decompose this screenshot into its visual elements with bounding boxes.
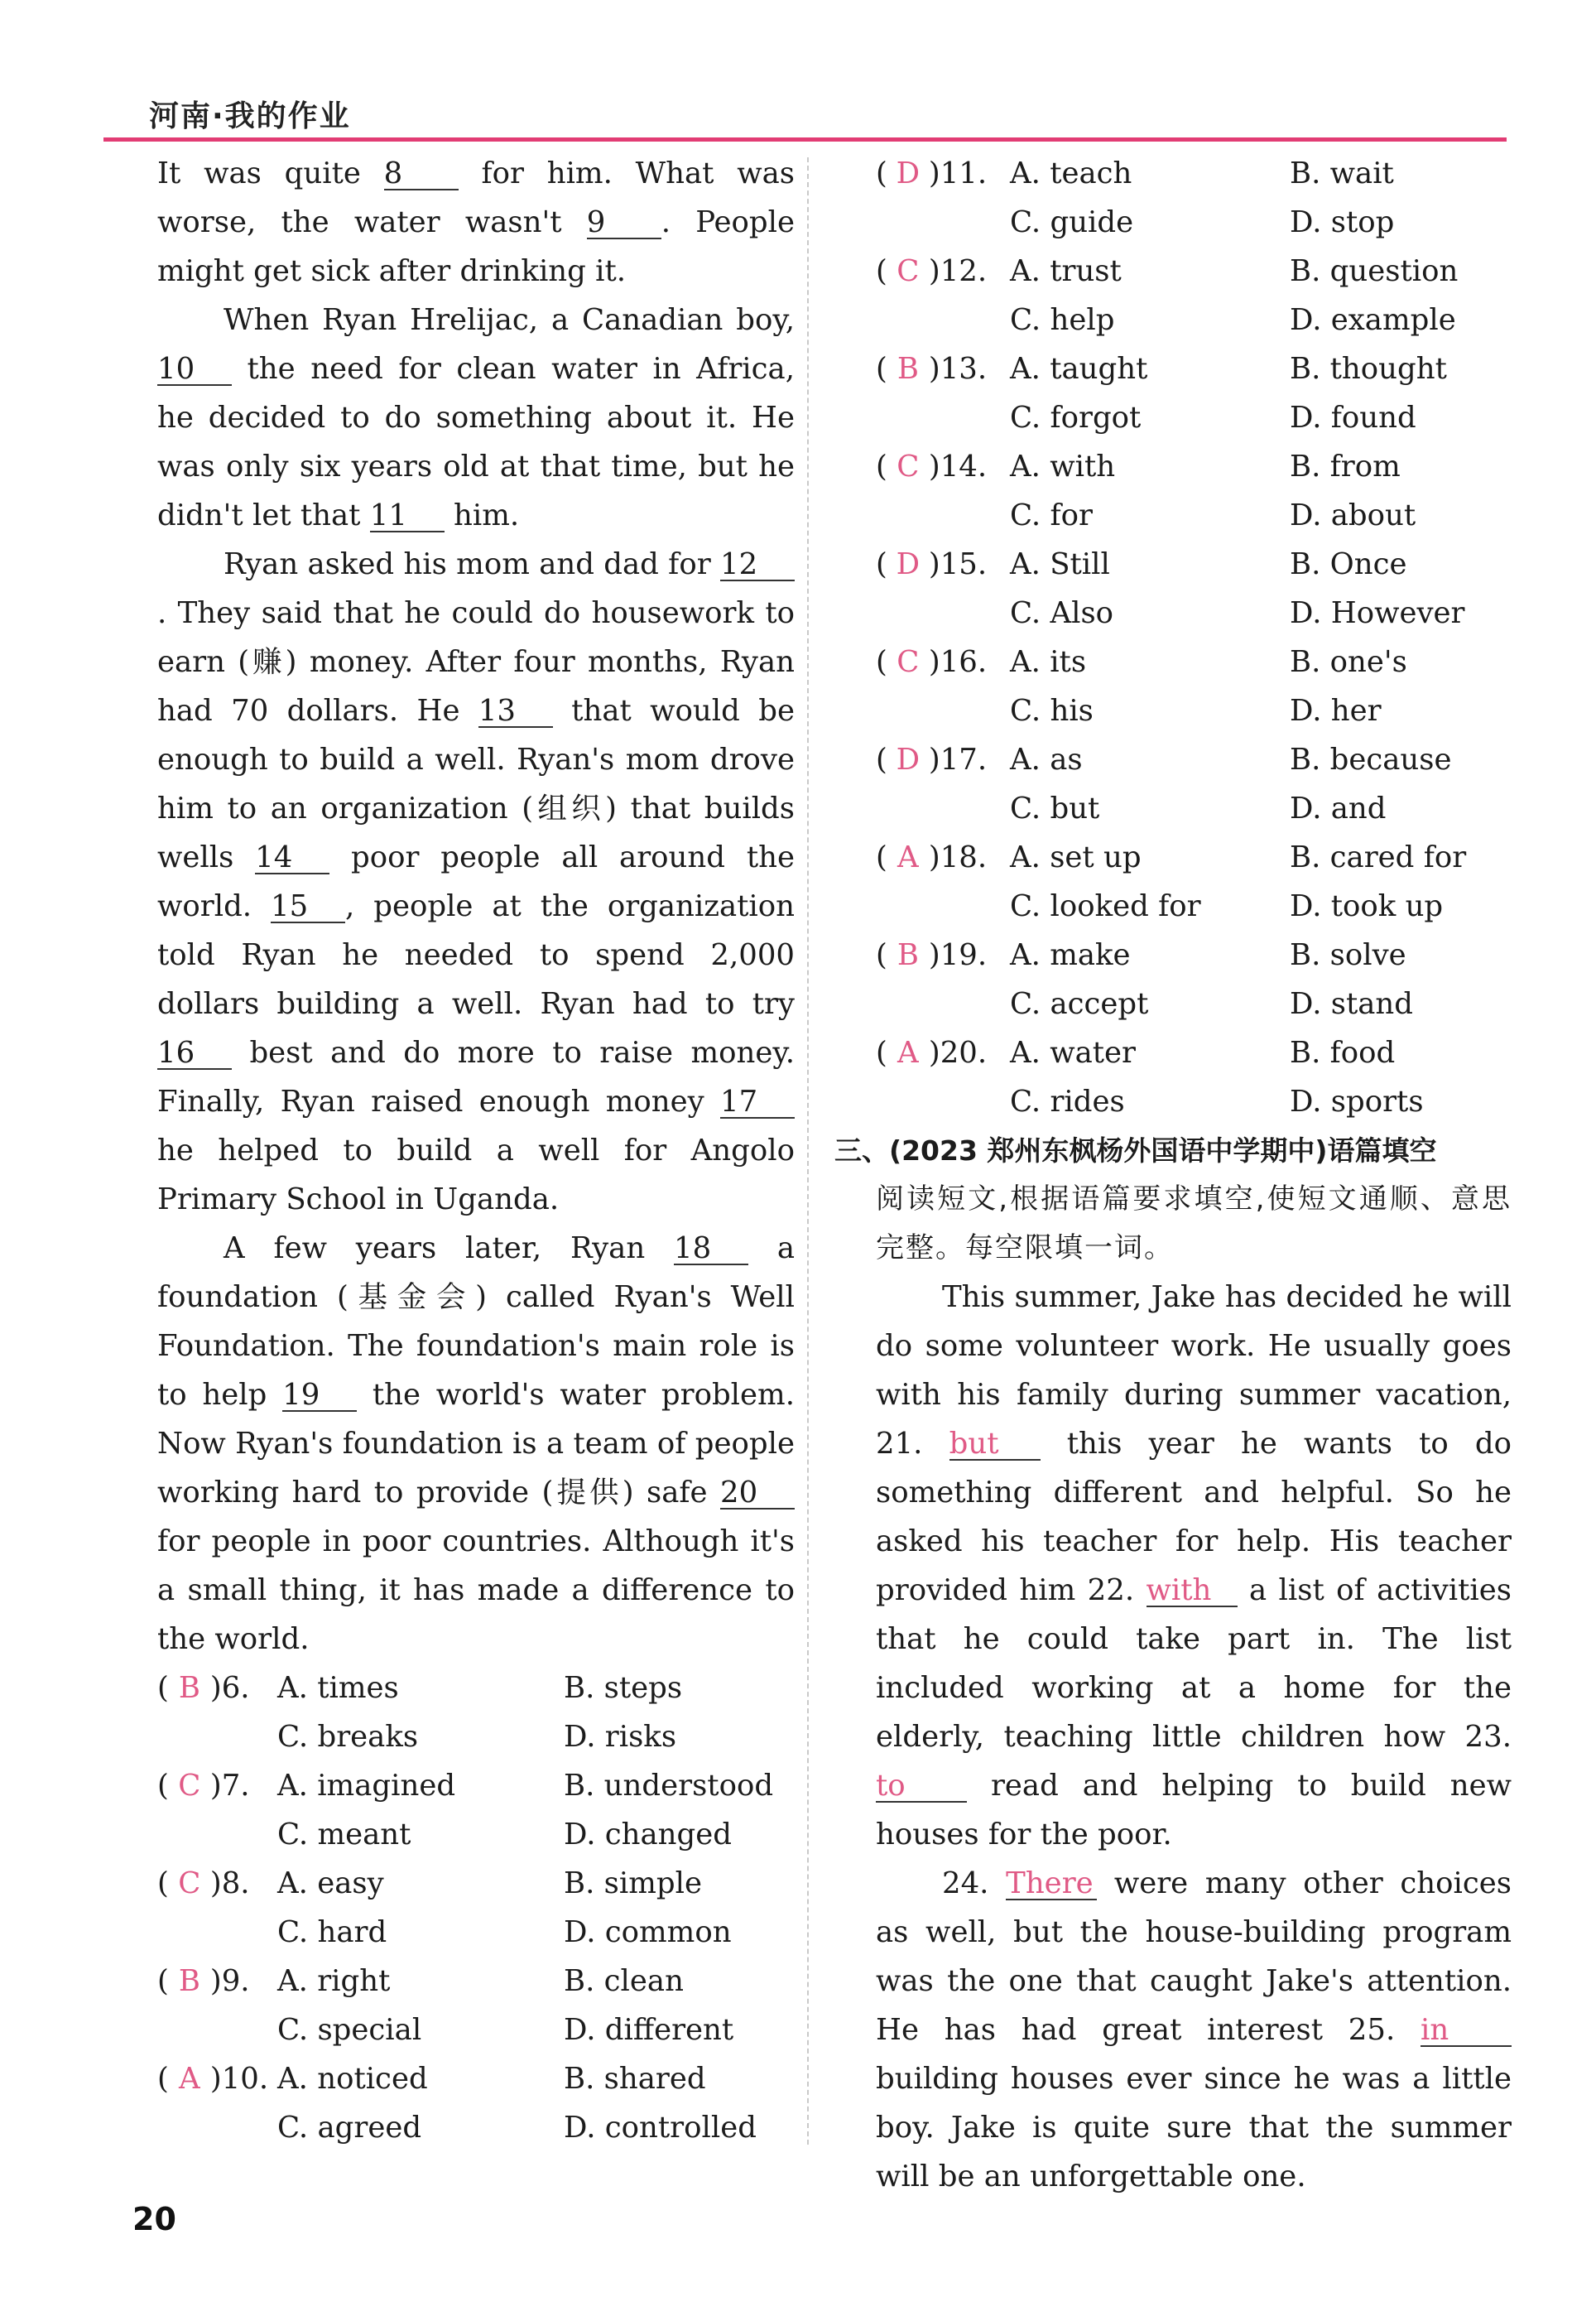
blank-16: 16 — [157, 1038, 232, 1070]
option-c: C. agreed — [277, 2111, 422, 2145]
text: read and helping to build new houses for the poor. — [876, 1769, 1512, 1852]
answer-bracket: ( C )14. — [876, 442, 1010, 491]
mc-question — [876, 735, 1512, 784]
left-column — [157, 149, 795, 2152]
mc-question-row-2 — [876, 589, 1512, 638]
answer-bracket: ( A )18. — [876, 833, 1010, 882]
text: the need for clean water in Africa, he decided to do something about it. He was only six years old at that time, but he didn't let that — [157, 352, 795, 532]
column-divider — [807, 157, 809, 2145]
passage-paragraph-2 — [157, 296, 795, 540]
answer-bracket: ( C )7. — [157, 1761, 277, 1810]
option-b: B. simple — [564, 1866, 702, 1900]
mc-question-row-2 — [157, 2103, 795, 2152]
option-b: B. solve — [1290, 938, 1406, 972]
option-d: D. different — [564, 2013, 734, 2047]
answer-letter: C — [897, 450, 920, 484]
mc-question-row-2 — [876, 882, 1512, 931]
text: the world's water problem. Now Ryan's foundation is a team of people working hard to provide (提供) safe — [157, 1378, 795, 1510]
option-b: B. question — [1290, 254, 1459, 288]
text: for people in poor countries. Although it's a small thing, it has made a difference to the world. — [157, 1524, 795, 1656]
text: a list of activities that he could take part in. The list included working at a home for the elderly, teaching little children how 23. — [876, 1573, 1512, 1754]
passage-paragraph-3 — [157, 540, 795, 1224]
option-a: A. as — [1010, 743, 1083, 777]
answer-bracket: ( D )15. — [876, 540, 1010, 589]
blank-13: 13 — [478, 696, 553, 728]
blank-15: 15 — [271, 892, 345, 923]
option-c: C. hard — [277, 1915, 387, 1949]
text: a foundation (基金会) called Ryan's Well Foundation. The foundation's main role is to help — [157, 1231, 796, 1412]
option-d: D. stop — [1290, 205, 1395, 239]
text: building houses ever since he was a little boy. Jake is quite sure that the summer will be an unforgettable one. — [876, 2062, 1512, 2193]
option-d: D. about — [1290, 498, 1416, 532]
mc-question — [876, 931, 1512, 980]
text: When Ryan Hrelijac, a Canadian boy, — [224, 303, 795, 337]
text: him. — [454, 498, 520, 532]
mc-question — [876, 1028, 1512, 1077]
answer-letter: C — [178, 1769, 201, 1803]
mc-question — [876, 149, 1512, 198]
mc-question — [876, 833, 1512, 882]
answer-letter: B — [897, 938, 919, 972]
option-b: B. shared — [564, 2062, 706, 2096]
answer-letter: A — [897, 1036, 919, 1070]
option-c: C. help — [1010, 303, 1115, 337]
option-d: D. controlled — [564, 2111, 757, 2145]
answer-letter: C — [897, 254, 920, 288]
answer-letter: C — [897, 645, 920, 679]
blank-11: 11 — [370, 501, 445, 532]
option-a: A. set up — [1010, 840, 1142, 874]
option-b: B. understood — [564, 1769, 774, 1803]
answer-bracket: ( B )19. — [876, 931, 1010, 980]
answer-letter: A — [897, 840, 919, 874]
option-c: C. forgot — [1010, 401, 1142, 435]
mc-question-row-2 — [157, 1712, 795, 1761]
option-d: D. stand — [1290, 987, 1414, 1021]
passage-paragraph-4 — [157, 1224, 795, 1664]
answer-letter: D — [896, 547, 921, 581]
mc-question-row-2 — [876, 980, 1512, 1028]
option-c: C. but — [1010, 792, 1100, 826]
answer-letter: B — [178, 1671, 200, 1705]
section-3-instruction: 阅读短文,根据语篇要求填空,使短文通顺、意思完整。每空限填一词。 — [876, 1182, 1512, 1264]
blank-17: 17 — [720, 1087, 795, 1119]
mc-question — [876, 247, 1512, 296]
option-c: C. special — [277, 2013, 422, 2047]
section-3-paragraph-1 — [876, 1273, 1512, 1859]
answer-bracket: ( D )17. — [876, 735, 1010, 784]
option-b: B. thought — [1290, 352, 1447, 386]
option-a: A. with — [1010, 450, 1116, 484]
answer-bracket: ( A )10. — [157, 2054, 277, 2103]
text: he helped to build a well for Angolo Primary School in Uganda. — [157, 1134, 795, 1216]
option-a: A. Still — [1010, 547, 1110, 581]
section-3-paragraph-2 — [876, 1859, 1512, 2201]
answer-bracket: ( B )9. — [157, 1957, 277, 2006]
option-d: D. However — [1290, 596, 1465, 630]
option-c: C. guide — [1010, 205, 1134, 239]
blank-8: 8 — [384, 159, 459, 190]
text: that would be enough to build a well. Ryan's mom drove him to an organization (组织) that builds wells — [157, 694, 795, 874]
mc-question — [876, 638, 1512, 686]
mc-question-row-2 — [876, 784, 1512, 833]
blank-23: to — [876, 1771, 967, 1803]
option-c: C. rides — [1010, 1085, 1125, 1119]
text: . They said that he could do housework to earn (赚) money. After four months, Ryan had 70 dollars. He — [157, 596, 795, 728]
option-c: C. breaks — [277, 1720, 419, 1754]
option-c: C. his — [1010, 694, 1094, 728]
blank-10: 10 — [157, 354, 232, 386]
mc-question-row-2 — [876, 686, 1512, 735]
text: , people at the organization told Ryan he needed to spend 2,000 dollars building a well. Ryan had to try — [157, 889, 795, 1021]
blank-14: 14 — [255, 843, 329, 874]
mc-question — [876, 344, 1512, 393]
mc-question-row-2 — [157, 2006, 795, 2054]
option-d: D. example — [1290, 303, 1456, 337]
text: poor people all around the world. — [157, 840, 795, 923]
option-a: A. trust — [1010, 254, 1122, 288]
answer-letter: D — [896, 156, 921, 190]
option-b: B. one's — [1290, 645, 1407, 679]
blank-24: There — [1006, 1869, 1097, 1900]
option-a: A. taught — [1010, 352, 1148, 386]
mc-question — [157, 1859, 795, 1908]
mc-question-row-2 — [876, 198, 1512, 247]
header-rule — [103, 137, 1507, 142]
blank-12: 12 — [720, 550, 795, 581]
option-d: D. her — [1290, 694, 1382, 728]
mc-question-row-2 — [876, 393, 1512, 442]
blank-21: but — [949, 1429, 1041, 1461]
answer-bracket: ( C )8. — [157, 1859, 277, 1908]
blank-22: with — [1147, 1576, 1238, 1607]
option-b: B. from — [1290, 450, 1401, 484]
option-d: D. changed — [564, 1818, 732, 1852]
text: It was quite — [157, 156, 361, 190]
mc-question-row-2 — [876, 296, 1512, 344]
answer-bracket: ( C )12. — [876, 247, 1010, 296]
option-b: B. Once — [1290, 547, 1407, 581]
answer-letter: D — [896, 743, 921, 777]
mc-questions-left — [157, 1664, 795, 2152]
option-a: A. imagined — [277, 1769, 456, 1803]
option-b: B. steps — [564, 1671, 683, 1705]
section-3-title: 三、(2023 郑州东枫杨外国语中学期中)语篇填空 — [834, 1134, 1437, 1167]
blank-18: 18 — [674, 1234, 748, 1265]
option-a: A. water — [1010, 1036, 1137, 1070]
option-d: D. and — [1290, 792, 1387, 826]
answer-letter: A — [179, 2062, 200, 2096]
mc-question — [876, 442, 1512, 491]
answer-bracket: ( B )13. — [876, 344, 1010, 393]
text: this year he wants to do something different and helpful. So he asked his teacher for help. His teacher provided him 22. — [876, 1427, 1512, 1607]
option-d: D. sports — [1290, 1085, 1424, 1119]
page-header-title: 河南·我的作业 — [149, 99, 351, 133]
option-c: C. accept — [1010, 987, 1149, 1021]
blank-20: 20 — [720, 1478, 795, 1510]
option-b: B. food — [1290, 1036, 1396, 1070]
option-d: D. common — [564, 1915, 732, 1949]
mc-question-row-2 — [876, 1077, 1512, 1126]
text: 24. — [942, 1866, 989, 1900]
answer-bracket: ( B )6. — [157, 1664, 277, 1712]
mc-question — [876, 540, 1512, 589]
option-d: D. found — [1290, 401, 1416, 435]
text: were many other choices as well, but the house-building program was the one that caught Jake's attention. He has had great interest 25. — [876, 1866, 1512, 2047]
option-b: B. clean — [564, 1964, 684, 1998]
option-b: B. wait — [1290, 156, 1394, 190]
mc-question — [157, 2054, 795, 2103]
answer-bracket: ( C )16. — [876, 638, 1010, 686]
option-b: B. because — [1290, 743, 1452, 777]
option-d: D. took up — [1290, 889, 1444, 923]
option-a: A. noticed — [277, 2062, 428, 2096]
mc-question — [157, 1957, 795, 2006]
option-a: A. times — [277, 1671, 399, 1705]
blank-19: 19 — [282, 1380, 357, 1412]
text: Ryan asked his mom and dad for — [224, 547, 711, 581]
mc-question-row-2 — [157, 1810, 795, 1859]
option-a: A. its — [1010, 645, 1087, 679]
answer-bracket: ( D )11. — [876, 149, 1010, 198]
page-number: 20 — [132, 2201, 176, 2237]
option-b: B. cared for — [1290, 840, 1467, 874]
mc-questions-right — [876, 149, 1512, 1126]
option-a: A. teach — [1010, 156, 1132, 190]
passage-paragraph-1 — [157, 149, 795, 296]
blank-9: 9 — [587, 208, 661, 239]
answer-letter: C — [178, 1866, 201, 1900]
option-c: C. for — [1010, 498, 1093, 532]
blank-25: in — [1421, 2015, 1512, 2047]
option-a: A. right — [277, 1964, 391, 1998]
option-a: A. easy — [277, 1866, 384, 1900]
mc-question — [157, 1664, 795, 1712]
answer-letter: B — [897, 352, 919, 386]
right-column — [834, 149, 1512, 2201]
text: This summer, Jake has decided he will do some volunteer work. He usually goes with his family during summer vacation, 21. — [876, 1280, 1512, 1461]
mc-question — [157, 1761, 795, 1810]
option-c: C. Also — [1010, 596, 1114, 630]
mc-question-row-2 — [876, 491, 1512, 540]
text: best and do more to raise money. Finally, Ryan raised enough money — [157, 1036, 795, 1119]
text: A few years later, Ryan — [224, 1231, 646, 1265]
answer-bracket: ( A )20. — [876, 1028, 1010, 1077]
option-a: A. make — [1010, 938, 1131, 972]
option-d: D. risks — [564, 1720, 677, 1754]
answer-letter: B — [178, 1964, 200, 1998]
option-c: C. looked for — [1010, 889, 1201, 923]
text: . People might get sick after drinking it. — [157, 205, 795, 288]
mc-question-row-2 — [157, 1908, 795, 1957]
option-c: C. meant — [277, 1818, 411, 1852]
text: for him. What was worse, the water wasn't — [157, 156, 795, 239]
